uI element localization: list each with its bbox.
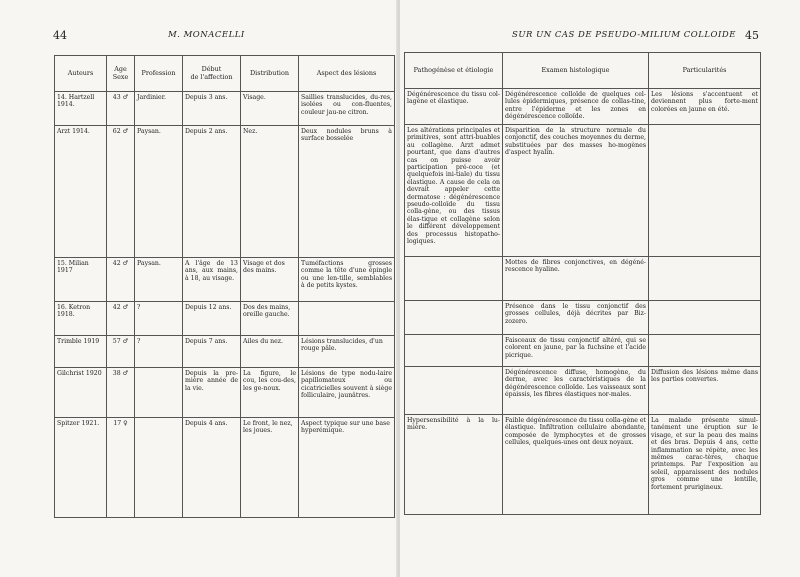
table-header-row	[55, 56, 395, 92]
table-cell: Depuis 2 ans.	[183, 126, 241, 258]
column-header: Particularités	[649, 53, 761, 89]
table-cell	[649, 257, 761, 301]
table-cell: Tuméfactions grosses comme la tête d'une épingle ou une len-tille, semblables à de petits kystes.	[299, 258, 395, 302]
table-cell: Lésions de type nodu-laire papillomateux ou cicatricielles souvent à siège folliculaire, jaunâtres.	[299, 368, 395, 418]
authors-table	[54, 55, 395, 518]
column-header: Distribution	[241, 56, 299, 92]
table-row	[405, 335, 761, 367]
table-cell: Arzt 1914.	[55, 126, 107, 258]
table-cell: Les altérations principales et primitives, sont attri-buables au collagène. Arzt admet pourtant, que dans d'autres cas on puisse avoir participation pré-coce (et quelquefois ini-tiale) du tissu élastique. A cause de cela on devrait appeler cette dermatose : dégénérescence pseudo-colloïde du tissu colla-gène, ou des tissus élas-tique et collagène selon le différent développement des processus histopatho-logiques.	[405, 125, 503, 257]
table-cell: Depuis 3 ans.	[183, 92, 241, 126]
table-row	[405, 125, 761, 257]
page-number-left: 44	[53, 29, 67, 42]
table-cell: Dégénérescence diffuse, homogène, du derme, avec les caractéristiques de la dégénérescence colloïde. Les vaisseaux sont épaissis, les fibres élastiques nor-males.	[503, 367, 649, 415]
table-cell: La malade présente simul-tanément une éruption sur le visage, et sur la peau des mains et des bras. Depuis 4 ans, cette inflammation se répète, avec les mêmes carac-tères, chaque printemps. Par l'exposition au soleil, apparaissent des nodules gros comme une lentille, fortement prurigineux.	[649, 415, 761, 515]
table-row	[55, 368, 395, 418]
table-cell	[649, 301, 761, 335]
table-cell: 43 ♂	[107, 92, 135, 126]
table-header-row	[405, 53, 761, 89]
table-cell: Depuis 7 ans.	[183, 336, 241, 368]
table-cell: ?	[135, 336, 183, 368]
table-cell	[299, 302, 395, 336]
table-cell: Diffusion des lésions même dans les parties convertes.	[649, 367, 761, 415]
histology-table	[404, 52, 761, 515]
table-cell: Paysan.	[135, 126, 183, 258]
page-number-right: 45	[745, 29, 759, 42]
table-cell: Deux nodules bruns à surface bosselée	[299, 126, 395, 258]
table-cell: Spitzer 1921.	[55, 418, 107, 518]
table-row	[405, 301, 761, 335]
table-row	[55, 336, 395, 368]
table-cell: 42 ♂	[107, 258, 135, 302]
table-row	[405, 257, 761, 301]
table-cell: Ailes du nez.	[241, 336, 299, 368]
table-cell: Dos des mains, oreille gauche.	[241, 302, 299, 336]
table-cell: Jardinier.	[135, 92, 183, 126]
column-header: Pathogénèse et étiologie	[405, 53, 503, 89]
table-cell: Dégénérescence colloïde de quelques cel-lules épidermiques, présence de collas-tine, entre l'épiderme et les zones en dégénérescence colloïde.	[503, 89, 649, 125]
column-header: Profession	[135, 56, 183, 92]
table-row	[405, 367, 761, 415]
table-cell: Dégénérescence du tissu col-lagène et élastique.	[405, 89, 503, 125]
column-header: Examen histologique	[503, 53, 649, 89]
running-head-right: SUR UN CAS DE PSEUDO-MILIUM COLLOIDE	[512, 30, 736, 40]
table-cell	[405, 257, 503, 301]
table-row	[55, 258, 395, 302]
table-cell	[405, 367, 503, 415]
table-row	[55, 92, 395, 126]
table-cell: Trimble 1919	[55, 336, 107, 368]
running-head-left: M. MONACELLI	[168, 30, 245, 40]
table-cell: Disparition de la structure normale du conjonctif, des couches moyennes du derme, substituées par des masses ho-mogènes d'aspect hyalin.	[503, 125, 649, 257]
table-cell: 57 ♂	[107, 336, 135, 368]
column-header: Aspect des lésions	[299, 56, 395, 92]
table-cell	[649, 335, 761, 367]
table-cell	[135, 418, 183, 518]
table-cell: 42 ♂	[107, 302, 135, 336]
column-header: Auteurs	[55, 56, 107, 92]
table-cell	[405, 301, 503, 335]
table-cell: Visage.	[241, 92, 299, 126]
table-cell: La figure, le cou, les cou-des, les ge-noux.	[241, 368, 299, 418]
table-row	[405, 89, 761, 125]
table-cell: Depuis 12 ans.	[183, 302, 241, 336]
table-cell	[135, 368, 183, 418]
table-cell: Saillies translucides, du-res, isolées ou con-fluentes, couleur jau-ne citron.	[299, 92, 395, 126]
table-cell: Depuis la pre-mière année de la vie.	[183, 368, 241, 418]
table-cell: Aspect typique sur une base hyperémique.	[299, 418, 395, 518]
table-cell: Depuis 4 ans.	[183, 418, 241, 518]
table-cell: Faible dégénérescence du tissu colla-gène et élastique. Infiltration cellulaire abondante, composée de lymphocytes et de grosses cellules, quelques-unes ont deux noyaux.	[503, 415, 649, 515]
table-cell: Visage et dos des mains.	[241, 258, 299, 302]
table-cell: Hypersensibilité à la lu-mière.	[405, 415, 503, 515]
table-row	[405, 415, 761, 515]
left-page	[0, 0, 398, 577]
table-cell: 62 ♂	[107, 126, 135, 258]
table-cell: A l'âge de 13 ans, aux mains, à 18, au visage.	[183, 258, 241, 302]
table-cell: 17 ♀	[107, 418, 135, 518]
table-cell: Nez.	[241, 126, 299, 258]
table-cell: 14. Hartzell 1914.	[55, 92, 107, 126]
table-cell	[405, 335, 503, 367]
column-header: Age Sexe	[107, 56, 135, 92]
table-cell: Gilchrist 1920	[55, 368, 107, 418]
table-cell: Les lésions s'accentuent et deviennent plus forte-ment colorées en jaune en été.	[649, 89, 761, 125]
table-cell	[649, 125, 761, 257]
table-cell: Présence dans le tissu conjonctif des grosses cellules, déjà décrites par Biz-zozero.	[503, 301, 649, 335]
table-cell: 38 ♂	[107, 368, 135, 418]
table-cell: Faisceaux de tissu conjonctif altéré, qui se colorent en jaune, par la fuchsine et l'acide picrique.	[503, 335, 649, 367]
column-header: Début de l'affection	[183, 56, 241, 92]
table-row	[55, 302, 395, 336]
right-page	[400, 0, 800, 577]
table-cell: Le front, le nez, les joues.	[241, 418, 299, 518]
table-cell: Lésions translucides, d'un rouge pâle.	[299, 336, 395, 368]
table-row	[55, 126, 395, 258]
table-cell: 15. Milian 1917	[55, 258, 107, 302]
table-cell: 16. Ketron 1918.	[55, 302, 107, 336]
table-cell: Mottes de fibres conjonctives, en dégéné-rescence hyaline.	[503, 257, 649, 301]
table-row	[55, 418, 395, 518]
table-cell: ?	[135, 302, 183, 336]
table-cell: Paysan.	[135, 258, 183, 302]
